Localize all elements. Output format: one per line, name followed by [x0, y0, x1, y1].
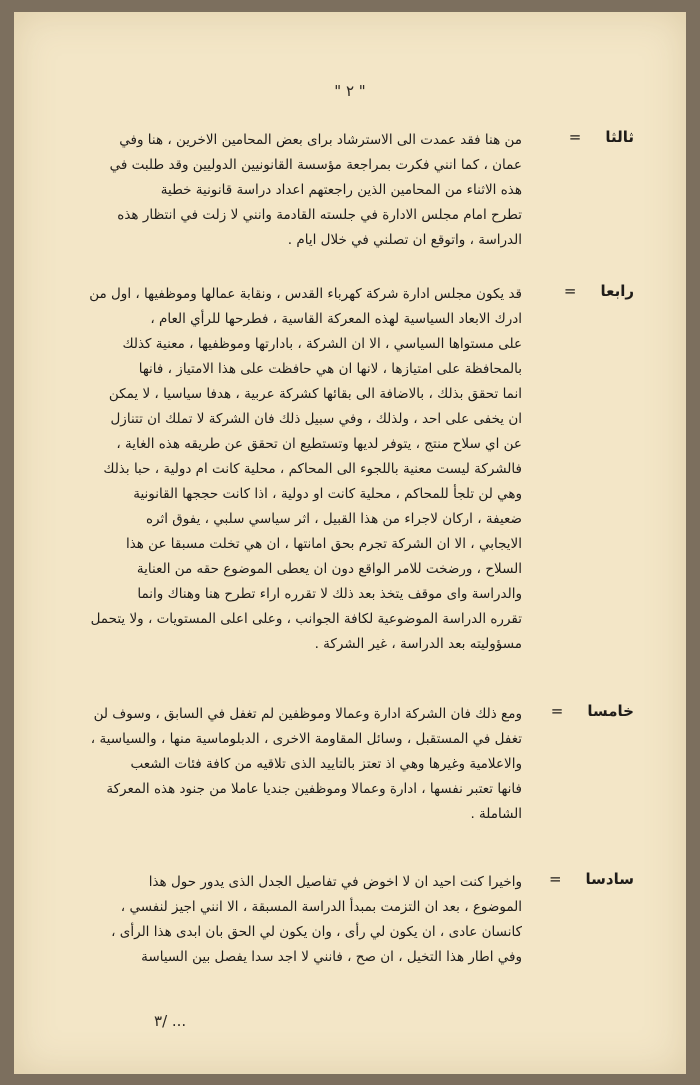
document-page — [14, 12, 686, 1074]
section-equals: = — [563, 282, 577, 300]
section-label-text: سادسا — [585, 870, 634, 888]
text-line: الشاملة . — [470, 806, 522, 822]
text-line: عن اي سلاح منتج ، يتوفر لديها وتستطيع ان تحقق عن طريقه هذه الغاية ، — [116, 436, 522, 452]
text-line: من هنا فقد عمدت الى الاسترشاد براى بعض المحامين الاخرين ، هنا وفي — [119, 132, 522, 148]
section-label — [548, 870, 634, 888]
text-line: وفي اطار هذا التخيل ، ان صح ، فانني لا اجد سدا يفصل بين السياسة — [141, 949, 522, 965]
section-equals: = — [548, 870, 562, 888]
text-line: ومع ذلك فان الشركة ادارة وعمالا وموظفين لم تغفل في السابق ، وسوف لن — [93, 706, 522, 722]
text-line: فالشركة ليست معنية باللجوء الى المحاكم ، محلية كانت ام دولية ، حبا بذلك — [103, 461, 522, 477]
text-line: كانسان عادى ، ان يكون لي رأى ، وان يكون لي الحق بان ابدى هذا الرأى ، — [111, 924, 522, 940]
text-line: تقرره الدراسة الموضوعية لكافة الجوانب ، وعلى اعلى المستويات ، ولا يتحمل — [90, 611, 522, 627]
section-fourth — [34, 282, 634, 657]
section-label-text: خامسا — [587, 702, 634, 720]
paragraph — [34, 282, 522, 657]
text-line: عمان ، كما انني فكرت بمراجعة مؤسسة القانونيين الدوليين وقد طلبت في — [109, 157, 522, 173]
text-line: والدراسة واى موقف يتخذ بعد ذلك لا تقرره اراء تطرح هنا وهناك وانما — [137, 586, 522, 602]
text-line: ادرك الابعاد السياسية لهذه المعركة القاسية ، فطرحها للرأي العام ، — [150, 311, 522, 327]
paragraph — [34, 702, 522, 827]
text-line: تغفل في المستقبل ، وسائل المقاومة الاخرى ، الدبلوماسية منها ، والسياسية ، — [90, 731, 522, 747]
paragraph — [34, 870, 522, 970]
text-line: الدراسة ، واتوقع ان تصلني في خلال ايام . — [287, 232, 522, 248]
section-equals: = — [568, 128, 582, 146]
section-third — [34, 128, 634, 253]
continuation-marker: ٣/ ... — [154, 1012, 187, 1030]
text-line: وهي لن تلجأ للمحاكم ، محلية كانت او دولية ، اذا كانت حججها القانونية — [133, 486, 522, 502]
text-line: والاعلامية وغيرها وهي اذ تعتز بالتاييد الذى تلاقيه من كافة فئات الشعب — [130, 756, 522, 772]
text-line: هذه الاثناء من المحامين الذين راجعتهم اعداد دراسة قانونية خطية — [160, 182, 522, 198]
section-label — [554, 282, 634, 300]
section-equals: = — [550, 702, 564, 720]
text-line: انما تحقق بذلك ، بالاضافة الى بقائها كشركة عربية ، هدفا سياسيا ، لا يمكن — [108, 386, 522, 402]
paragraph — [34, 128, 522, 253]
text-line: الايجابي ، الا ان الشركة تجرم بحق امانتها ، ان هي تخلت مسبقا عن هذا — [125, 536, 522, 552]
text-line: مسؤوليته بعد الدراسة ، غير الشركة . — [314, 636, 522, 652]
page-number: " ٢ " — [334, 82, 366, 100]
text-line: واخيرا كنت احيد ان لا اخوض في تفاصيل الجدل الذى يدور حول هذا — [148, 874, 522, 890]
text-line: فانها تعتبر نفسها ، ادارة وعمالا وموظفين جنديا عاملا من جنود هذه المعركة — [106, 781, 522, 797]
text-line: على مستواها السياسي ، الا ان الشركة ، بادارتها وموظفيها ، معنية كذلك — [122, 336, 522, 352]
text-line: ضعيفة ، اركان لاجراء من هذا القبيل ، اثر سياسي سلبي ، يفوق اثره — [145, 511, 522, 527]
text-line: السلاح ، ورضخت للامر الواقع دون ان يعطى الموضوع حقه من العناية — [136, 561, 522, 577]
section-label — [554, 128, 634, 146]
section-label-text: ثالثا — [605, 128, 634, 146]
section-label — [550, 702, 634, 720]
section-fifth — [34, 702, 634, 827]
text-line: بالمحافظة على امتيازها ، لانها ان هي حافظت على هذا الامتياز ، فانها — [138, 361, 522, 377]
section-label-text: رابعا — [600, 282, 634, 300]
text-line: تطرح امام مجلس الادارة في جلسته القادمة وانني لا زلت في انتظار هذه — [117, 207, 522, 223]
text-line: ان يخفى على احد ، ولذلك ، وفي سبيل ذلك فان الشركة لا تملك ان تتنازل — [110, 411, 522, 427]
text-line: الموضوع ، بعد ان التزمت بمبدأ الدراسة المسبقة ، الا انني اجيز لنفسي ، — [120, 899, 522, 915]
text-line: قد يكون مجلس ادارة شركة كهرباء القدس ، ونقابة عمالها وموظفيها ، اول من — [89, 286, 522, 302]
section-sixth — [34, 870, 634, 970]
